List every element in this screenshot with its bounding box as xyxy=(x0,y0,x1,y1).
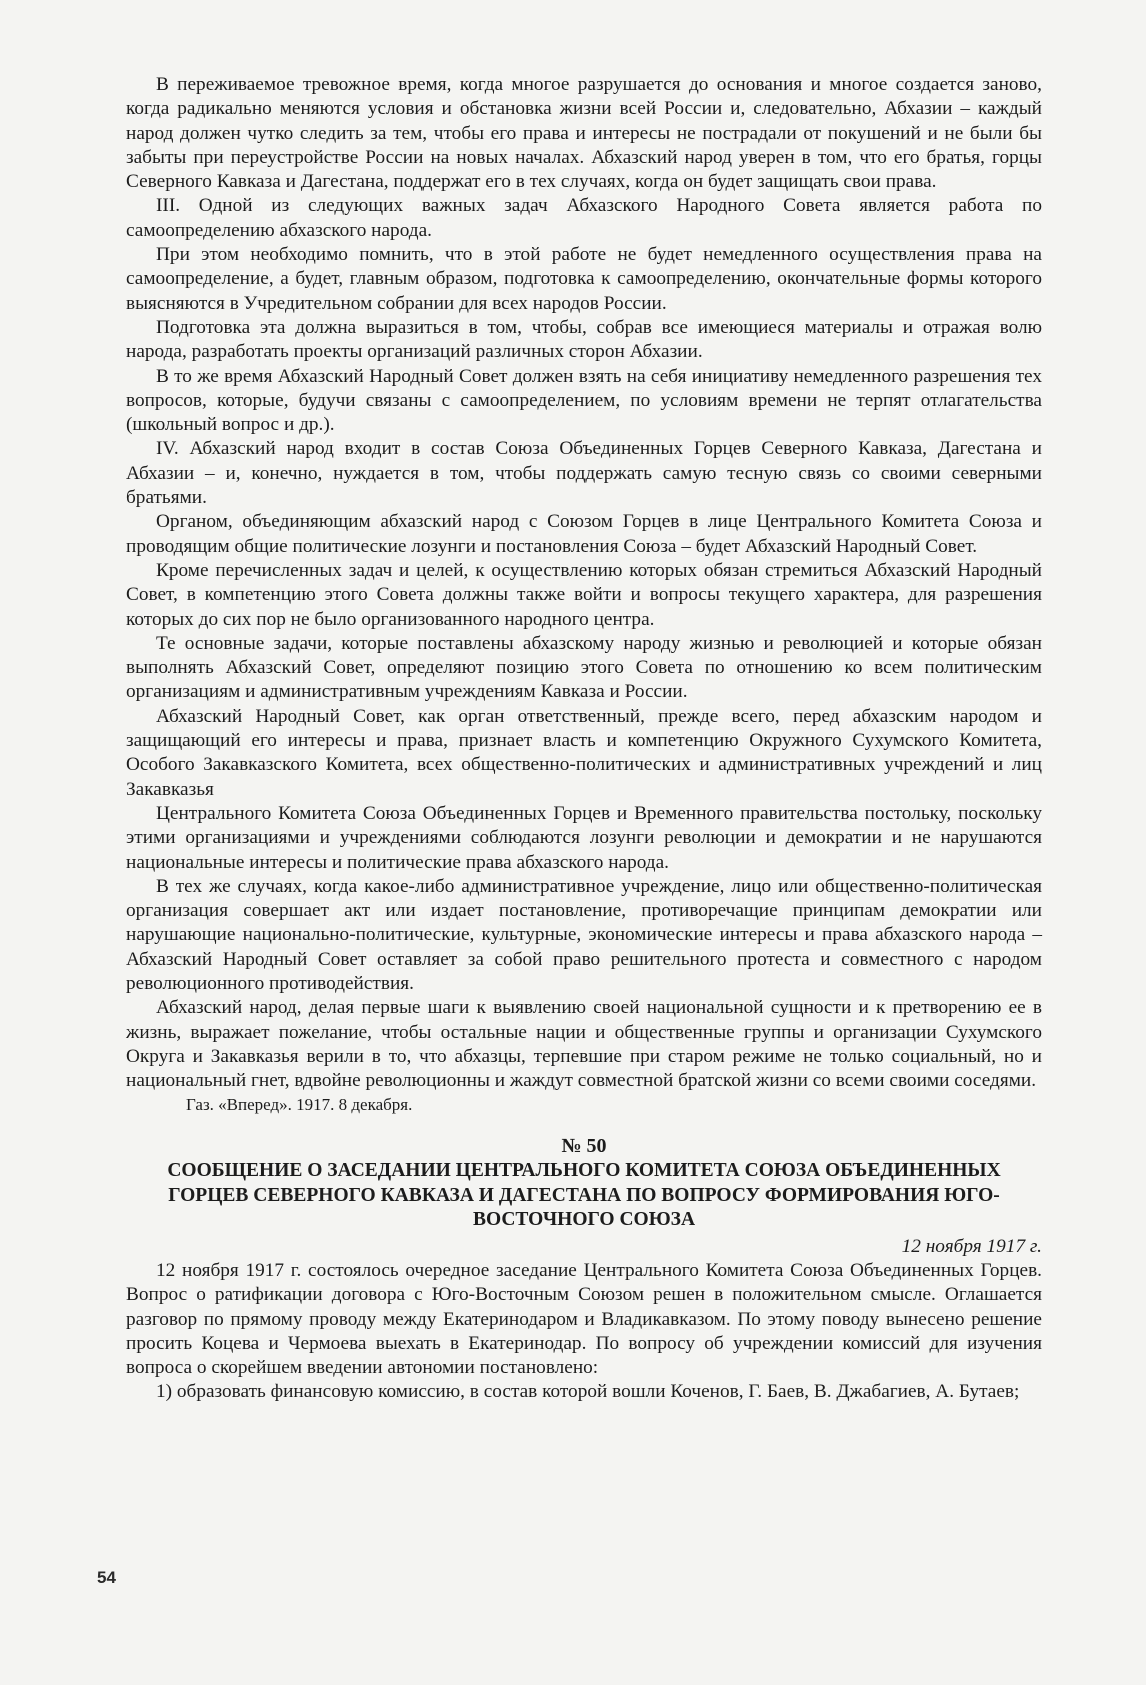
source-citation: Газ. «Вперед». 1917. 8 декабря. xyxy=(186,1095,413,1115)
paragraph: При этом необходимо помнить, что в этой работе не будет немедленного осуществления права на самоопределение, а будет, главным образом, подготовка к самоопределению, окончательные формы которого выясняются в Учредительном собрании для всех народов России. xyxy=(126,244,1042,314)
paragraph: Кроме перечисленных задач и целей, к осуществлению которых обязан стремиться Абхазский Народный Совет, в компетенцию этого Совета должны также войти и вопросы текущего характера, для разрешения которых до сих пор не было организованного народного центра. xyxy=(126,559,1042,630)
page-body xyxy=(126,73,1042,1405)
page-number: 54 xyxy=(97,1568,116,1587)
document-date: 12 ноября 1917 г. xyxy=(901,1235,1042,1257)
paragraph: Центрального Комитета Союза Объединенных Горцев и Временного правительства постольку, поскольку этими организациями и учреждениями соблюдаются лозунги революции и демократии и не нарушаются национальные интересы и политические права абхазского народа. xyxy=(126,802,1042,873)
paragraph: Органом, объединяющим абхазский народ с Союзом Горцев в лице Центрального Комитета Союза и проводящим общие политические лозунги и постановления Союза – будет Абхазский Народный Совет. xyxy=(126,511,1042,557)
paragraph: Подготовка эта должна выразиться в том, чтобы, собрав все имеющиеся материалы и отражая волю народа, разработать проекты организаций различных сторон Абхазии. xyxy=(126,316,1042,363)
paragraph: Те основные задачи, которые поставлены абхазскому народу жизнью и революцией и которые обязан выполнять Абхазский Совет, определяют позицию этого Совета по отношению ко всем политическим организациям и административным учреждениям Кавказа и России. xyxy=(126,632,1042,703)
paragraph: Абхазский Народный Совет, как орган ответственный, прежде всего, перед абхазским народом и защищающий его интересы и права, признает власть и компетенцию Окружного Сухумского Комитета, Особого Закавказского Комитета, всех общественно-политических и административных учреждений и лиц Закавказья xyxy=(126,705,1042,800)
document-title: СООБЩЕНИЕ О ЗАСЕДАНИИ ЦЕНТРАЛЬНОГО КОМИТЕТА СОЮЗА ОБЪЕДИНЕННЫХ ГОРЦЕВ СЕВЕРНОГО КАВКАЗА И ДАГЕСТАНА ПО ВОПРОСУ ФОРМИРОВАНИЯ ЮГО-ВОСТОЧНОГО СОЮЗА xyxy=(167,1160,1001,1231)
paragraph: В тех же случаях, когда какое-либо административное учреждение, лицо или общественно-политическая организация совершает акт или издает постановление, противоречащие принципам демократии или нарушающие национально-политические, культурные, экономические интересы и права абхазского народа – Абхазский Народный Совет оставляет за собой право решительного протеста и совместного с народом революционного противодействия. xyxy=(126,875,1042,994)
paragraph: В переживаемое тревожное время, когда многое разрушается до основания и многое создается заново, когда радикально меняются условия и обстановка жизни всей России и, следовательно, Абхазии – каждый народ должен чутко следить за тем, чтобы его права и интересы не пострадали от покушений и не были бы забыты при переустройстве России на новых началах. Абхазский народ уверен в том, что его братья, горцы Северного Кавказа и Дагестана, поддержат его в тех случаях, когда он будет защищать свои права. xyxy=(126,74,1042,193)
document-number: № 50 xyxy=(561,1135,607,1158)
paragraph: 1) образовать финансовую комиссию, в состав которой вошли Коченов, Г. Баев, В. Джабагиев, А. Бутаев; xyxy=(156,1381,1020,1403)
paragraph: В то же время Абхазский Народный Совет должен взять на себя инициативу немедленного разрешения тех вопросов, которые, будучи связаны с самоопределением, по условиям времени не терпят отлагательства (школьный вопрос и др.). xyxy=(126,365,1042,436)
paragraph: IV. Абхазский народ входит в состав Союза Объединенных Горцев Северного Кавказа, Дагестана и Абхазии – и, конечно, нуждается в том, чтобы поддержать самую тесную связь со своими северными братьями. xyxy=(126,438,1042,509)
paragraph: III. Одной из следующих важных задач Абхазского Народного Совета является работа по самоопределению абхазского народа. xyxy=(126,195,1042,241)
paragraph: Абхазский народ, делая первые шаги к выявлению своей национальной сущности и к претворению ее в жизнь, выражает пожелание, чтобы остальные нации и общественные группы и организации Сухумского Округа и Закавказья верили в то, что абхазцы, терпевшие при старом режиме не только социальный, но и национальный гнет, вдвойне революционны и жаждут совместной братской жизни со всеми своими соседями. xyxy=(126,997,1042,1092)
paragraph: 12 ноября 1917 г. состоялось очередное заседание Центрального Комитета Союза Объединенных Горцев. Вопрос о ратификации договора с Юго-Восточным Союзом решен в положительном смысле. Оглашается разговор по прямому проводу между Екатеринодаром и Владикавказом. По этому поводу вынесено решение просить Коцева и Чермоева выехать в Екатеринодар. По вопросу об учреждении комиссий для изучения вопроса о скорейшем введении автономии постановлено: xyxy=(126,1259,1042,1379)
